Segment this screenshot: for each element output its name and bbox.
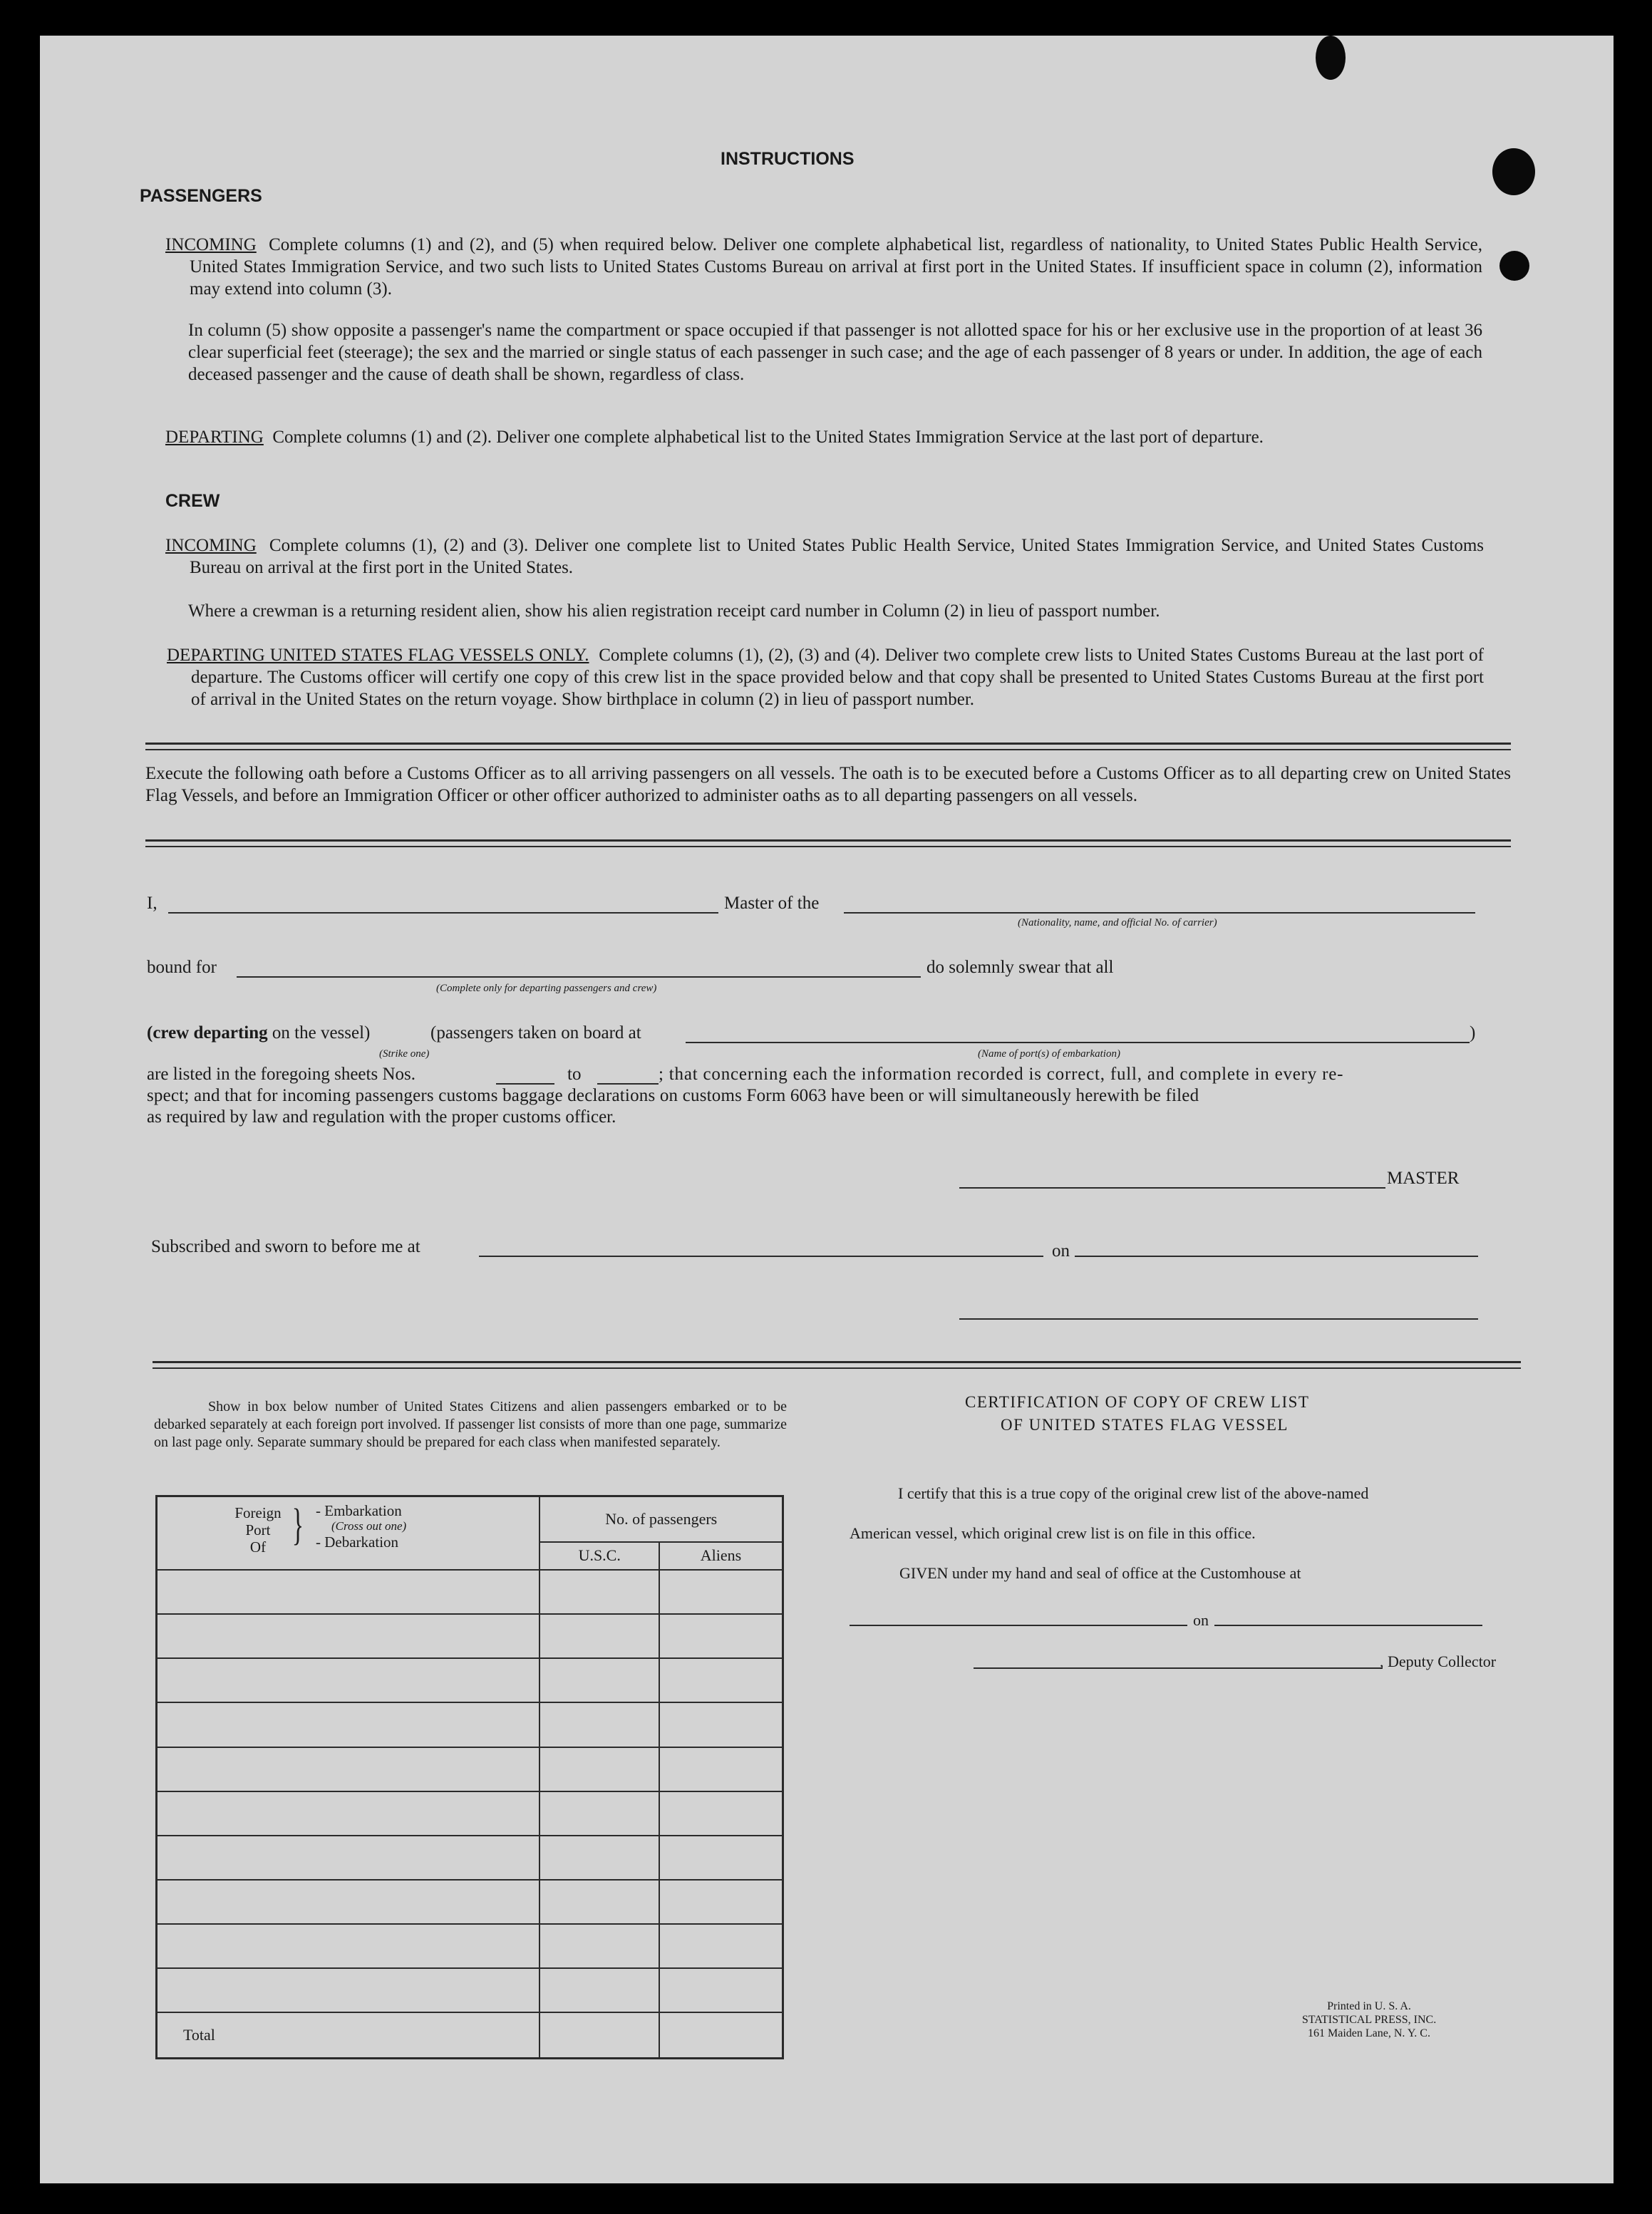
subscribed-label: Subscribed and sworn to before me at bbox=[151, 1237, 420, 1256]
port-cell[interactable] bbox=[157, 1836, 540, 1880]
debarkation-option[interactable]: - Debarkation bbox=[316, 1533, 399, 1551]
usc-cell[interactable] bbox=[540, 1747, 659, 1791]
passengers-departing-paragraph bbox=[165, 426, 1482, 448]
port-word: Port bbox=[245, 1521, 271, 1538]
customhouse-field[interactable] bbox=[850, 1625, 1187, 1626]
given-on-label: on bbox=[1193, 1611, 1209, 1629]
crew-incoming-label: INCOMING bbox=[165, 536, 257, 555]
deputy-collector-label: , Deputy Collector bbox=[1380, 1652, 1497, 1670]
bound-for-hint: (Complete only for departing passengers and crew) bbox=[436, 983, 657, 994]
ink-blot bbox=[1492, 148, 1535, 195]
page-title: INSTRUCTIONS bbox=[721, 149, 855, 169]
port-cell[interactable] bbox=[157, 1702, 540, 1747]
aliens-cell[interactable] bbox=[659, 1968, 783, 2012]
passengers-incoming-text: Complete columns (1) and (2), and (5) when required below. Deliver one complete alphabetical list, regardless of nationality, to United States Public Health Service, United States Immigration Service, and two such lists to United States Customs Bureau on arrival at first port in the United States. If insufficient space in column (2), information may extend into column (3). bbox=[190, 235, 1483, 299]
passengers-departing-label: DEPARTING bbox=[165, 428, 264, 447]
subscribed-place-field[interactable] bbox=[479, 1256, 1043, 1257]
crew-resident-text: Where a crewman is a returning resident alien, show his alien registration receipt card number in Column (2) in lieu of passport number. bbox=[188, 601, 1160, 621]
aliens-cell[interactable] bbox=[659, 1570, 783, 1614]
officer-signature-field[interactable] bbox=[959, 1318, 1478, 1320]
aliens-header: Aliens bbox=[659, 1542, 783, 1570]
crew-departing-bold: (crew departing bbox=[147, 1023, 268, 1043]
aliens-cell[interactable] bbox=[659, 1614, 783, 1658]
usc-cell[interactable] bbox=[540, 1702, 659, 1747]
port-cell[interactable] bbox=[157, 1658, 540, 1702]
total-aliens-cell[interactable] bbox=[659, 2012, 783, 2058]
crew-departing-option bbox=[147, 1022, 370, 1044]
crew-heading: CREW bbox=[165, 491, 220, 511]
usc-cell[interactable] bbox=[540, 1924, 659, 1968]
divider bbox=[153, 1361, 1521, 1369]
given-text: GIVEN under my hand and seal of office at the Customhouse at bbox=[899, 1564, 1301, 1582]
listed-prefix: are listed in the foregoing sheets Nos. bbox=[147, 1065, 415, 1084]
subscribed-on-label: on bbox=[1052, 1241, 1070, 1261]
passengers-column5-paragraph: In column (5) show opposite a passenger's name the compartment or space occupied if that passenger is not allotted space for his or her exclusive use in the proportion of at least 36 clear superficial feet (steerage); the sex and the married or single status of each passenger in such case; and the age of each passenger of 8 years or under. In addition, the age of each deceased passenger and the cause of death shall be shown, regardless of class. bbox=[188, 321, 1482, 384]
listed-line-2: spect; and that for incoming passengers customs baggage declarations on customs Form 6063 have been or will simultaneously herewith be filed bbox=[147, 1086, 1199, 1105]
total-usc-cell[interactable] bbox=[540, 2012, 659, 2058]
certify-line-2: American vessel, which original crew list is on file in this office. bbox=[850, 1524, 1256, 1542]
aliens-cell[interactable] bbox=[659, 1924, 783, 1968]
port-options bbox=[316, 1503, 406, 1550]
aliens-cell[interactable] bbox=[659, 1702, 783, 1747]
oath-intro: Execute the following oath before a Customs Officer as to all arriving passengers on all vessels. The oath is to be executed before a Customs Officer as to all departing crew on United States Flag Vessels, and before an Immigration Officer or other officer authorized to administer oaths as to all departing passengers on all vessels. bbox=[145, 764, 1511, 805]
foreign-word: Foreign bbox=[234, 1504, 282, 1521]
summary-table bbox=[155, 1495, 784, 2059]
brace-icon: } bbox=[291, 1501, 304, 1549]
on-the-vessel-text: on the vessel) bbox=[272, 1023, 371, 1043]
aliens-cell[interactable] bbox=[659, 1880, 783, 1924]
certification-title-1: CERTIFICATION OF COPY OF CREW LIST bbox=[965, 1393, 1310, 1411]
given-date-field[interactable] bbox=[1214, 1625, 1482, 1626]
port-cell[interactable] bbox=[157, 1968, 540, 2012]
passengers-incoming-paragraph bbox=[165, 234, 1483, 300]
divider bbox=[145, 743, 1511, 750]
ink-blot bbox=[1316, 36, 1346, 80]
aliens-cell[interactable] bbox=[659, 1836, 783, 1880]
listed-line-3: as required by law and regulation with the proper customs officer. bbox=[147, 1107, 616, 1127]
usc-cell[interactable] bbox=[540, 1968, 659, 2012]
aliens-cell[interactable] bbox=[659, 1658, 783, 1702]
ink-blot bbox=[1499, 251, 1529, 281]
cross-out-hint: (Cross out one) bbox=[331, 1519, 407, 1533]
certify-line-1: I certify that this is a true copy of the original crew list of the above-named bbox=[898, 1484, 1369, 1502]
usc-cell[interactable] bbox=[540, 1791, 659, 1836]
carrier-hint: (Nationality, name, and official No. of carrier) bbox=[1018, 917, 1217, 928]
passengers-heading: PASSENGERS bbox=[140, 186, 262, 206]
ports-close-paren: ) bbox=[1470, 1023, 1476, 1043]
port-header-cell bbox=[157, 1496, 540, 1571]
master-label: MASTER bbox=[1387, 1169, 1460, 1188]
crew-departing-label: DEPARTING UNITED STATES FLAG VESSELS ONLY. bbox=[167, 646, 589, 665]
crew-incoming-text: Complete columns (1), (2) and (3). Deliver one complete list to United States Public Health Service, United States Immigration Service, and United States Customs Bureau on arrival at the first port in the United States. bbox=[190, 536, 1484, 577]
imprint-line-1: Printed in U. S. A. bbox=[1327, 2000, 1411, 2012]
port-cell[interactable] bbox=[157, 1791, 540, 1836]
summary-instructions: Show in box below number of United States Citizens and alien passengers embarked or to be debarked separately at each foreign port involved. If passenger list consists of more than one page, summarize on last page only. Separate summary should be prepared for each class when manifested separately. bbox=[154, 1399, 787, 1450]
port-cell[interactable] bbox=[157, 1880, 540, 1924]
usc-header: U.S.C. bbox=[540, 1542, 659, 1570]
total-label-cell bbox=[157, 2012, 540, 2058]
usc-cell[interactable] bbox=[540, 1570, 659, 1614]
swear-text: do solemnly swear that all bbox=[926, 958, 1114, 977]
no-of-passengers-header: No. of passengers bbox=[540, 1496, 783, 1542]
port-cell[interactable] bbox=[157, 1924, 540, 1968]
deputy-collector-signature-field[interactable] bbox=[974, 1667, 1383, 1669]
master-signature-field[interactable] bbox=[959, 1187, 1385, 1189]
certification-title-2: OF UNITED STATES FLAG VESSEL bbox=[1001, 1416, 1289, 1434]
embarkation-option[interactable]: - Embarkation bbox=[316, 1502, 402, 1519]
foreign-port-of bbox=[223, 1504, 293, 1556]
port-cell[interactable] bbox=[157, 1614, 540, 1658]
port-cell[interactable] bbox=[157, 1570, 540, 1614]
printer-imprint bbox=[1244, 2000, 1494, 2040]
passengers-incoming-label: INCOMING bbox=[165, 235, 257, 254]
form-page bbox=[40, 36, 1614, 2183]
aliens-cell[interactable] bbox=[659, 1791, 783, 1836]
usc-cell[interactable] bbox=[540, 1880, 659, 1924]
total-label: Total bbox=[183, 2026, 215, 2044]
ports-hint: (Name of port(s) of embarkation) bbox=[978, 1048, 1120, 1060]
crew-departing-text: Complete columns (1), (2), (3) and (4). Deliver two complete crew lists to United States Customs Bureau at the last port of departure. The Customs officer will certify one copy of this crew list in the space provided below and that copy shall be presented to United States Customs Bureau at the first port of arrival in the United States on the return voyage. Show birthplace in column (2) in lieu of passport number. bbox=[191, 646, 1484, 709]
sheet-to-label: to bbox=[567, 1065, 582, 1084]
crew-incoming-paragraph bbox=[165, 534, 1484, 579]
imprint-line-3: 161 Maiden Lane, N. Y. C. bbox=[1308, 2027, 1430, 2039]
aliens-cell[interactable] bbox=[659, 1747, 783, 1791]
listed-suffix: ; that concerning each the information recorded is correct, full, and complete in every re- bbox=[659, 1065, 1344, 1084]
subscribed-date-field[interactable] bbox=[1075, 1256, 1478, 1257]
strike-one-hint: (Strike one) bbox=[379, 1048, 430, 1060]
bound-for-label: bound for bbox=[147, 958, 217, 977]
of-word: Of bbox=[249, 1538, 267, 1556]
oath-i-label: I, bbox=[147, 894, 158, 913]
usc-cell[interactable] bbox=[540, 1836, 659, 1880]
usc-cell[interactable] bbox=[540, 1614, 659, 1658]
usc-cell[interactable] bbox=[540, 1658, 659, 1702]
crew-departing-paragraph bbox=[167, 644, 1484, 710]
passengers-departing-text: Complete columns (1) and (2). Deliver one complete alphabetical list to the United States Immigration Service at the last port of departure. bbox=[272, 428, 1264, 447]
master-of-the-label: Master of the bbox=[724, 894, 820, 913]
divider bbox=[145, 839, 1511, 847]
port-cell[interactable] bbox=[157, 1747, 540, 1791]
imprint-line-2: STATISTICAL PRESS, INC. bbox=[1301, 2014, 1437, 2026]
passengers-taken-label: (passengers taken on board at bbox=[430, 1023, 641, 1043]
master-name-field[interactable] bbox=[168, 912, 718, 914]
